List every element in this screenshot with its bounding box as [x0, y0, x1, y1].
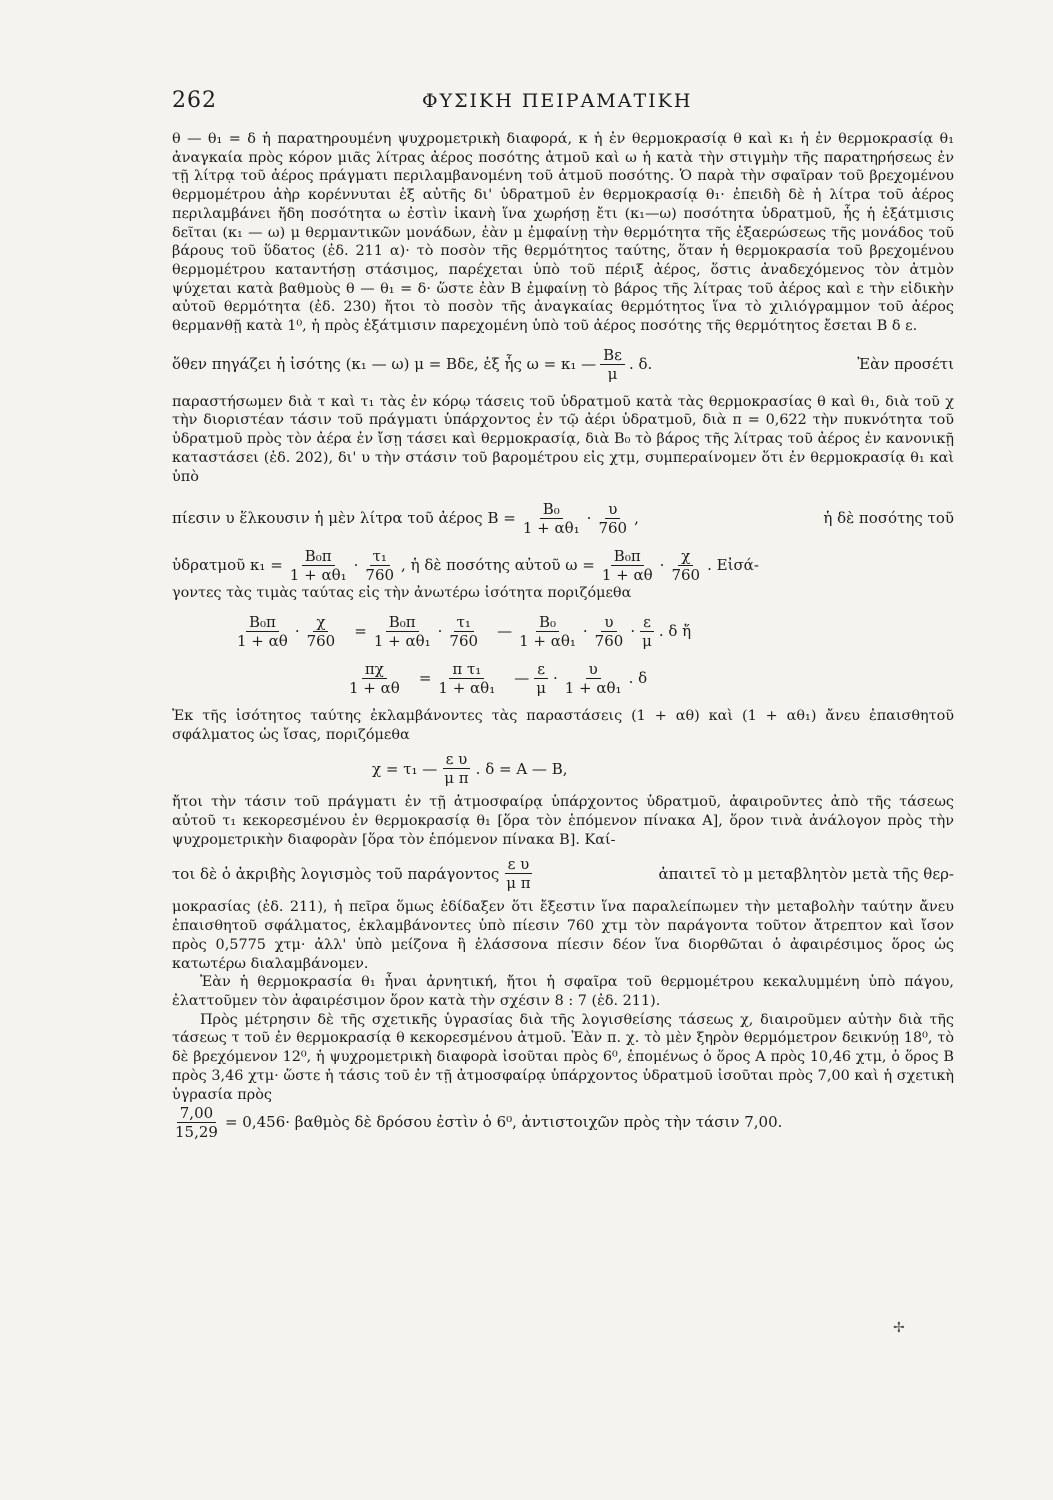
equation-4 [172, 613, 954, 650]
eq4-e-numerator: Β₀ [536, 613, 559, 632]
eq4-frac-a [234, 613, 291, 650]
eq4-tail: . δ ἤ [658, 622, 692, 641]
eq4-frac-d [446, 613, 481, 650]
eq5-frac-a [346, 660, 403, 697]
eq1-tail: . δ. [628, 354, 653, 373]
eq4-g-denominator: μ [642, 631, 652, 650]
eq4-d-numerator: τ₁ [454, 613, 474, 632]
eq4-b-denominator: 760 [306, 631, 336, 650]
eq2-f1-denominator: 1 + αθ₁ [522, 519, 580, 538]
eq4-b-numerator: χ [313, 613, 328, 632]
eq4-dot-4: · [630, 622, 636, 641]
eq2-f2-numerator: υ [605, 500, 620, 519]
eq4-a-numerator: Β₀π [246, 613, 279, 632]
paragraph-5: μοκρασίας (ἐδ. 211), ἡ πεῖρα ὅμως ἐδίδαξεν ὅτι ἔξεστιν ἵνα παραλείπωμεν τὴν μεταβολὴν ταύτην ἄνευ ἐπαισθητοῦ σφάλματος, ἐκλαμβάνοντες ὑπὸ πίεσιν 760 χτμ τὸν παράγοντα τοῦτον ἄτρεπτον καὶ ἴσον πρὸς 0,5775 χτμ· ἀλλ' ὑπὸ μείζονα ἢ ἐλάσσονα πίεσιν δέον ἵνα διορθῶται ὁ ἀφαιρέσιμος ὅρος ὡς κατωτέρω διαλαμβάνομεν. [172, 899, 954, 972]
eq8-tail: = 0,456· βαθμὸς δὲ δρόσου ἐστὶν ὁ 6⁰, ἀντιστοιχῶν πρὸς τὴν τάσιν 7,00. [224, 1113, 783, 1132]
eq2-fraction-2 [595, 500, 630, 537]
eq2-f1-numerator: Β₀ [540, 500, 563, 519]
eq4-f-denominator: 760 [594, 631, 624, 650]
eq5-frac-c [533, 660, 549, 697]
running-title: ΦΥΣΙΚΗ ΠΕΙΡΑΜΑΤΙΚΗ [422, 90, 693, 112]
eq5-d-denominator: 1 + αθ₁ [564, 678, 622, 697]
eq6-denominator: μ π [444, 769, 469, 788]
eq4-frac-e [516, 613, 579, 650]
eq3-f4-numerator: χ [678, 547, 693, 566]
eq5-frac-d [562, 660, 625, 697]
equation-3 [172, 547, 954, 584]
line-after-eq3: γοντες τὰς τιμὰς ταύτας εἰς τὴν ἀνωτέρω ἰσότητα πoριζόμεθα [172, 585, 632, 602]
eq2-f2-denominator: 760 [598, 519, 628, 538]
eq3-f3-denominator: 1 + αθ [601, 566, 653, 585]
eq4-minus: — [497, 622, 513, 641]
eq4-dot-2: · [437, 622, 443, 641]
eq7-denominator: μ π [506, 874, 531, 893]
eq3-dot-1: · [353, 556, 359, 575]
printer-ornament-icon: ✢ [893, 1320, 905, 1336]
eq3-f3-numerator: Β₀π [611, 547, 644, 566]
eq5-d-numerator: υ [586, 660, 601, 679]
equation-5 [172, 660, 954, 697]
eq3-fraction-2 [362, 547, 397, 584]
eq5-frac-b [435, 660, 498, 697]
eq8-denominator: 15,29 [175, 1123, 218, 1142]
eq3-f1-denominator: 1 + αθ₁ [289, 566, 347, 585]
eq4-a-denominator: 1 + αθ [237, 631, 288, 650]
eq3-f1-numerator: Β₀π [302, 547, 335, 566]
eq5-b-denominator: 1 + αθ₁ [438, 678, 496, 697]
eq7-fraction [503, 855, 533, 892]
eq1-denominator: μ [607, 364, 618, 383]
eq2-dot: · [586, 509, 592, 528]
eq7-numerator: ε υ [505, 855, 533, 874]
eq4-f-numerator: υ [601, 613, 616, 632]
eq4-equals: = [354, 622, 367, 641]
eq3-fraction-1 [287, 547, 350, 584]
eq2-fraction-1 [520, 500, 583, 537]
eq4-g-numerator: ε [640, 613, 654, 632]
eq4-c-denominator: 1 + αθ₁ [373, 631, 431, 650]
page-body [172, 130, 954, 1141]
eq5-a-denominator: 1 + αθ [349, 678, 400, 697]
eq5-a-numerator: πχ [362, 660, 387, 679]
eq5-c-denominator: μ [536, 678, 546, 697]
eq5-c-numerator: ε [534, 660, 548, 679]
eq1-lead: ὅθεν πηγάζει ἡ ἰσότης (κ₁ — ω) μ = Βδε, ἐξ ἧς ω = κ₁ — [172, 354, 597, 373]
eq3-f2-numerator: τ₁ [370, 547, 390, 566]
paragraph-4: ἤτοι τὴν τάσιν τοῦ πράγματι ἐν τῇ ἀτμοσφαίρᾳ ὑπάρχοντος ὑδρατμοῦ, ἀφαιροῦντες ἀπὸ τῆς τάσεως αὐτοῦ τ₁ κεκορεσμένου ἐν θερμοκρασίᾳ θ₁ [ὅρα τὸν ἑπόμενον πίνακα Α], ὅρον τινὰ ἀνάλογον πρὸς τὴν ψυχρομετρικὴν διαφορὰν [ὅρα τὸν ἑπόμενον πίνακα Β]. Καί- [172, 794, 954, 848]
eq2-comma: , [634, 509, 639, 528]
eq6-numerator: ε υ [443, 750, 471, 769]
eq1-fraction [600, 346, 625, 383]
eq6-lead: χ = τ₁ — [372, 759, 438, 778]
paragraph-1: θ — θ₁ = δ ἡ παρατηρουμένη ψυχρομετρικὴ διαφορά, κ ἡ ἐν θερμοκρασίᾳ θ καὶ κ₁ ἡ ἐν θερμοκρασίᾳ θ₁ ἀναγκαία πρὸς κόρον μιᾶς λίτρας ἀέρος ποσότης ἀτμοῦ καὶ ω ἡ κατὰ τὴν στιγμὴν τῆς παρατηρήσεως ἐν τῇ λίτρᾳ τοῦ ἀέρος πράγματι περιλαμβανομένη τοῦ ἀτμοῦ ποσότης. Ὁ παρὰ τὴν σφαῖραν τοῦ βρεχομένου θερμομέτρου ἀὴρ κορέννυται ἐξ αὐτῆς δι' ὑδρατμοῦ ἐν θερμοκρασίᾳ θ₁· ἐπειδὴ δὲ ἡ λίτρα τοῦ ἀέρος περιλαμβάνει ἤδη ποσότητα ω ἐστὶν ἱκανὴ ἵνα χωρήσῃ ἔτι (κ₁—ω) ποσότητα ὑδρατμοῦ, ἧς ἡ ἐξάτμισις δεῖται (κ₁ — ω) μ θερμαντικῶν μονάδων, ἐὰν μ ἐμφαίνῃ τὴν θερμότητα τῆς ἐξαερώσεως τῆς μονάδος τοῦ βάρους τοῦ ὕδατος (ἐδ. 211 α)· τὸ ποσὸν τῆς θερμότητος ταύτης, ὅταν ἡ θερμοκρασία τοῦ βρεχομένου θερμομέτρου καταντήσῃ στάσιμος, παρέχεται ὑπὸ τοῦ πέριξ ἀέρος, ὅστις ἀναδεχόμενος τὸν ἀτμὸν ψύχεται κατὰ βαθμοὺς θ — θ₁ = δ· ὥστε ἐὰν Β ἐμφαίνῃ τὸ βάρος τῆς λίτρας τοῦ ἀέρος καὶ ε τὴν εἰδικὴν αὐτοῦ θερμότητα (ἐδ. 230) ἤτοι τὸ ποσὸν τῆς ἀναγκαίας θερμότητος ἵνα τὸ χιλιόγραμμον τοῦ ἀέρος θερμανθῇ κατὰ 1⁰, ἡ πρὸς ἐξάτμισιν παρεχομένη ὑπὸ τοῦ ἀέρος ποσότης τῆς θερμότητος ἔσεται Β δ ε. [172, 131, 954, 335]
eq1-numerator: Βε [600, 346, 625, 365]
eq3-fraction-4 [668, 547, 703, 584]
eq4-c-numerator: Β₀π [386, 613, 419, 632]
eq4-d-denominator: 760 [449, 631, 479, 650]
eq3-f2-denominator: 760 [365, 566, 395, 585]
eq8-fraction [172, 1104, 221, 1141]
eq4-dot-1: · [294, 622, 300, 641]
eq4-dot-3: · [582, 622, 588, 641]
eq6-fraction [441, 750, 471, 787]
eq7-trail: ἀπαιτεῖ τὸ μ μεταβλητὸν μετὰ τῆς θερ- [658, 864, 954, 883]
paragraph-3: Ἐκ τῆς ἰσότητος ταύτης ἐκλαμβάνοντες τὰς παραστάσεις (1 + αθ) καὶ (1 + αθ₁) ἄνευ ἐπαισθητοῦ σφάλματος ὡς ἴσας, πoριζόμεθα [172, 707, 954, 743]
eq5-b-numerator: π τ₁ [449, 660, 484, 679]
eq5-tail: . δ [628, 669, 648, 688]
eq4-frac-f [592, 613, 627, 650]
eq4-frac-b [304, 613, 339, 650]
paragraph-6: Ἐὰν ἡ θερμοκρασία θ₁ ἦναι ἀρνητική, ἤτοι ἡ σφαῖρα τοῦ θερμομέτρου κεκαλυμμένη ὑπὸ πάγου, ἐλαττοῦμεν τὸν ἀφαιρέσιμον ὅρον κατὰ τὴν σχέσιν 8 : 7 (ἐδ. 211). [172, 974, 954, 1009]
equation-6 [172, 750, 954, 787]
eq5-equals: = [418, 669, 432, 688]
eq8-numerator: 7,00 [177, 1104, 216, 1123]
equation-8 [172, 1104, 954, 1141]
eq1-trail: Ἐὰν προσέτι [857, 354, 954, 373]
eq4-e-denominator: 1 + αθ₁ [519, 631, 576, 650]
eq3-trail: . Εἰσά- [707, 556, 759, 575]
equation-7 [172, 855, 954, 892]
eq6-tail: . δ = Α — Β, [475, 759, 568, 778]
eq5-dot: · [552, 669, 558, 688]
eq4-frac-c [371, 613, 434, 650]
eq3-lead: ὑδρατμοῦ κ₁ = [172, 556, 283, 575]
paragraph-2: παραστήσωμεν διὰ τ καὶ τ₁ τὰς ἐν κόρῳ τάσεις τοῦ ὑδρατμοῦ κατὰ τὰς θερμοκρασίας θ καὶ θ₁, διὰ τοῦ χ τὴν διοριστέαν τάσιν τοῦ πράγματι ὑπάρχοντος ἐν τῷ ἀέρι ὑδρατμοῦ, διὰ π = 0,622 τὴν πυκνότητα τοῦ ὑδρατμοῦ πρὸς τὸν ἀέρα ἐν ἴσῃ τάσει καὶ θερμοκρασίᾳ, διὰ Β₀ τὸ βάρος τῆς λίτρας τοῦ ἀέρος ἐν κανονικῇ καταστάσει (ἐδ. 202), δι' υ τὴν στάσιν τοῦ βαρομέτρου εἰς χτμ, συμπεραίνομεν ὅτι ἐν θερμοκρασίᾳ θ₁ καὶ ὑπὸ [172, 393, 954, 485]
eq4-frac-g [639, 613, 655, 650]
eq3-dot-2: · [659, 556, 665, 575]
eq2-lead: πίεσιν υ ἕλκουσιν ἡ μὲν λίτρα τοῦ ἀέρος Β = [172, 509, 516, 528]
eq5-minus: — [514, 669, 530, 688]
eq3-f4-denominator: 760 [671, 566, 701, 585]
eq3-mid: , ἡ δὲ ποσότης αὐτοῦ ω = [401, 556, 595, 575]
eq2-trail: ἡ δὲ ποσότης τοῦ [823, 509, 954, 528]
eq3-fraction-3 [599, 547, 656, 584]
equation-1 [172, 346, 954, 383]
page-number: 262 [172, 88, 217, 113]
paragraph-7: Πρὸς μέτρησιν δὲ τῆς σχετικῆς ὑγρασίας διὰ τῆς λογισθείσης τάσεως χ, διαιροῦμεν αὐτὴν διὰ τῆς τάσεως τ τοῦ ἐν θερμοκρασίᾳ θ κεκορεσμένου ἀτμοῦ. Ἐὰν π. χ. τὸ μὲν ξηρὸν θερμόμετρον δεικνύῃ 18⁰, τὸ δὲ βρεχόμενον 12⁰, ἡ ψυχρομετρικὴ διαφορὰ ἰσοῦται πρὸς 6⁰, ἑπομένως ὁ ὅρος Α πρὸς 10,46 χτμ, ὁ ὅρος Β πρὸς 3,46 χτμ· ὥστε ἡ τάσις τοῦ ἐν τῇ ἀτμοσφαίρᾳ ὑπάρχοντος ὑδρατμοῦ ἰσοῦται πρὸς 7,00 καὶ ἡ σχετικὴ ὑγρασία πρὸς [172, 1011, 954, 1103]
equation-2 [172, 500, 954, 537]
eq7-lead: τοι δὲ ὁ ἀκριβὴς λογισμὸς τοῦ παράγοντος [172, 864, 500, 883]
